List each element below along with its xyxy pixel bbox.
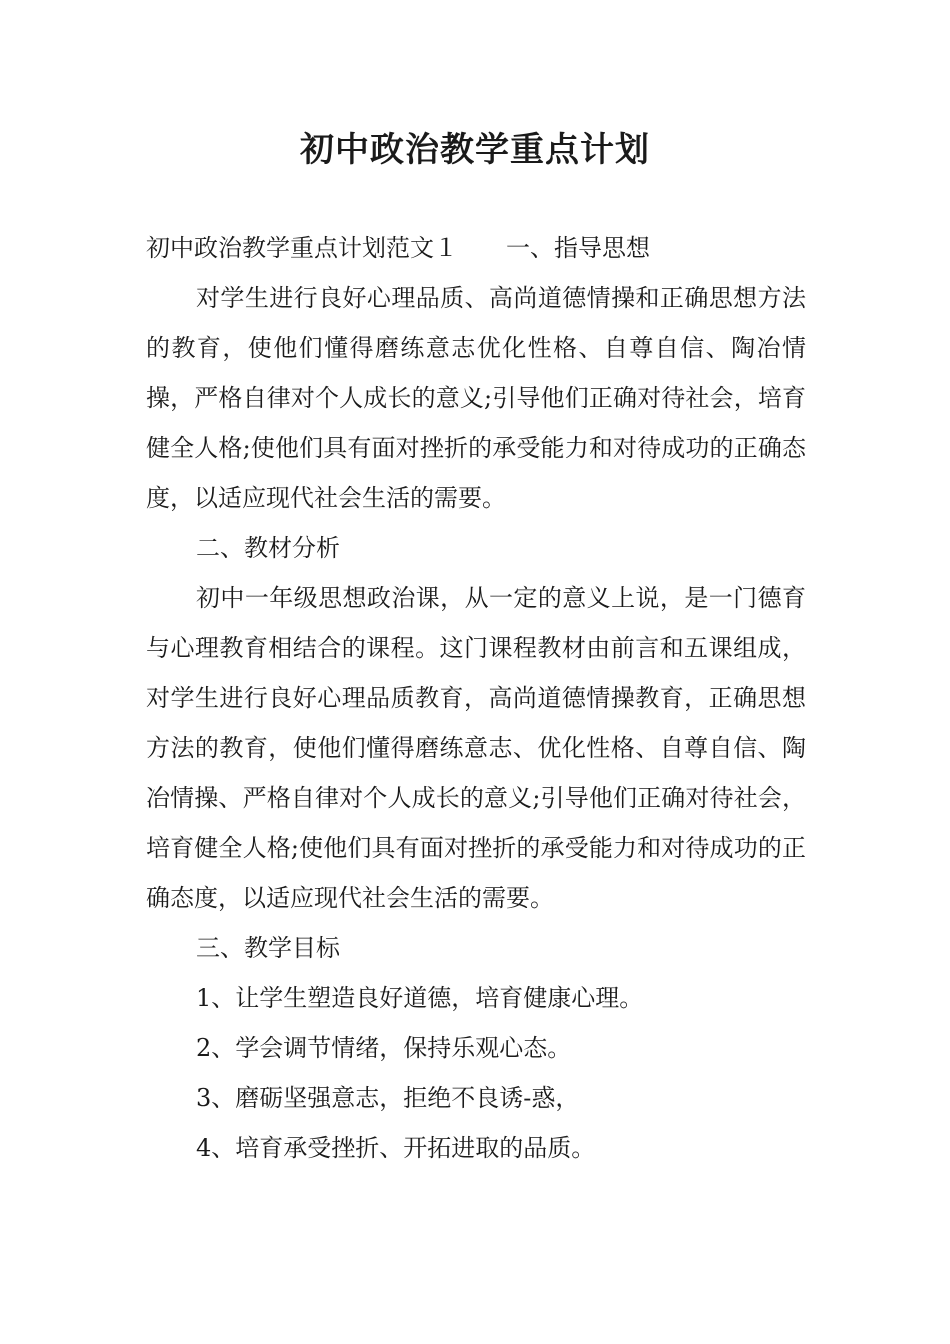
intro-label: 初中政治教学重点计划范文１ xyxy=(146,234,458,262)
goal-item: 1、让学生塑造良好道德，培育健康心理。 xyxy=(196,984,644,1012)
goal-item: 3、磨砺坚强意志，拒绝不良诱-惑， xyxy=(196,1084,580,1112)
goal-item: 2、学会调节情绪，保持乐观心态。 xyxy=(196,1034,572,1062)
section3-heading: 三、教学目标 xyxy=(196,934,340,962)
section1-heading: 一、指导思想 xyxy=(506,234,650,262)
intro-line xyxy=(146,223,806,273)
section2-paragraph: 初中一年级思想政治课，从一定的意义上说，是一门德育与心理教育相结合的课程。这门课程教材由前言和五课组成，对学生进行良好心理品质教育，高尚道德情操教育，正确思想方法的教育，使他们懂得磨练意志、优化性格、自尊自信、陶冶情操、严格自律对个人成长的意义;引导他们正确对待社会，培育健全人格;使他们具有面对挫折的承受能力和对待成功的正确态度，以适应现代社会生活的需要。 xyxy=(146,584,806,912)
document-title: 初中政治教学重点计划 xyxy=(300,130,650,170)
section1-paragraph: 对学生进行良好心理品质、高尚道德情操和正确思想方法的教育，使他们懂得磨练意志优化性格、自尊自信、陶冶情操，严格自律对个人成长的意义;引导他们正确对待社会，培育健全人格;使他们具有面对挫折的承受能力和对待成功的正确态度，以适应现代社会生活的需要。 xyxy=(146,284,806,512)
goal-item: 4、培育承受挫折、开拓进取的品质。 xyxy=(196,1134,596,1162)
section2-heading: 二、教材分析 xyxy=(196,534,340,562)
document-body xyxy=(146,223,806,1173)
